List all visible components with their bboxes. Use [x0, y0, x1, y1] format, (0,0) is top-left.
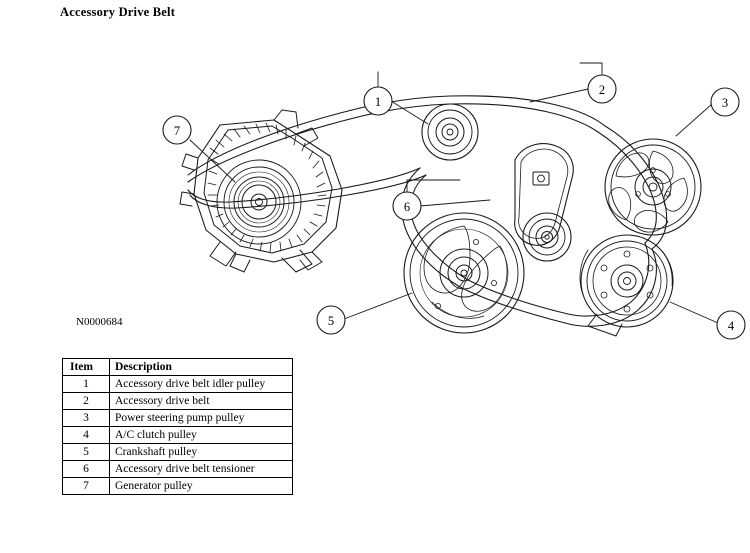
figure-id: N0000684 — [76, 316, 123, 328]
callout-3-label: 3 — [721, 96, 729, 110]
table-row — [63, 393, 293, 410]
callout-6 — [393, 192, 421, 220]
cell-description: Accessory drive belt tensioner — [110, 461, 293, 478]
parts-table — [62, 358, 293, 495]
callout-4-label: 4 — [727, 319, 735, 333]
callout-7 — [163, 116, 191, 144]
table-row — [63, 376, 293, 393]
cell-description: Crankshaft pulley — [110, 444, 293, 461]
cell-item: 3 — [63, 410, 110, 427]
callout-leaders — [190, 63, 718, 323]
accessory-drive-belt-tensioner — [515, 144, 574, 261]
callout-5-label: 5 — [327, 314, 335, 328]
cell-item: 5 — [63, 444, 110, 461]
generator-assembly — [180, 110, 342, 272]
idler-pulley — [422, 104, 478, 160]
callout-1-label: 1 — [374, 95, 382, 109]
callout-5 — [317, 306, 345, 334]
table-row — [63, 410, 293, 427]
ac-clutch-pulley — [580, 235, 673, 336]
callout-2-label: 2 — [598, 83, 606, 97]
table-row — [63, 461, 293, 478]
cell-item: 2 — [63, 393, 110, 410]
callout-6-label: 6 — [403, 200, 411, 214]
callout-2 — [588, 75, 616, 103]
callout-7-label: 7 — [173, 124, 181, 138]
callout-3 — [711, 88, 739, 116]
callout-1 — [364, 87, 392, 115]
cell-description: Accessory drive belt idler pulley — [110, 376, 293, 393]
table-header-row — [63, 359, 293, 376]
cell-description: Power steering pump pulley — [110, 410, 293, 427]
table-row — [63, 478, 293, 495]
cell-item: 7 — [63, 478, 110, 495]
page-title: Accessory Drive Belt — [60, 5, 176, 19]
cell-description: Generator pulley — [110, 478, 293, 495]
callout-4 — [717, 311, 745, 339]
column-header-description: Description — [110, 359, 293, 376]
cell-description: Accessory drive belt — [110, 393, 293, 410]
table-row — [63, 427, 293, 444]
cell-item: 1 — [63, 376, 110, 393]
table-row — [63, 444, 293, 461]
cell-item: 6 — [63, 461, 110, 478]
cell-description: A/C clutch pulley — [110, 427, 293, 444]
cell-item: 4 — [63, 427, 110, 444]
crankshaft-pulley — [404, 213, 524, 333]
column-header-item: Item — [63, 359, 110, 376]
power-steering-pump-pulley — [605, 139, 701, 235]
